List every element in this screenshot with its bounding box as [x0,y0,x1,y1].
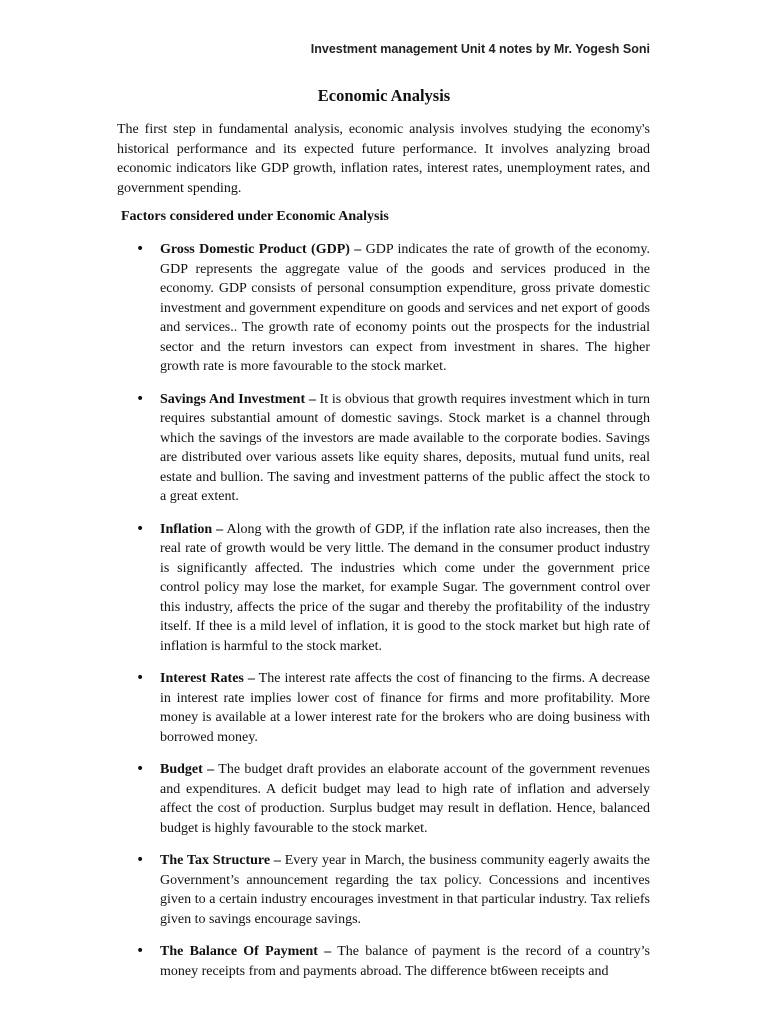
factor-text: The budget draft provides an elaborate account of the government revenues and expenditures. A deficit budget may lead to high rate of inflation and adversely affect the cost of production. Surplus budget may result in deflation. Hence, balanced budget is highly favourable to the stock market. [160,762,650,836]
factor-text: The interest rate affects the cost of financing to the firms. A decrease in interest rate implies lower cost of finance for firms and more profitability. More money is available at a lower interest rate for the brokers who are doing business with borrowed money. [160,671,650,745]
page-title: Economic Analysis [317,86,451,105]
factor-text: It is obvious that growth requires investment which in turn requires substantial amount of domestic savings. Stock market is a channel through which the savings of the investors are made available to the corporate bodies. Savings are distributed over various assets like equity shares, deposits, mutual fund units, real estate and bullion. The saving and investment patterns of the public affect the stock to a great extent. [160,391,651,504]
factor-item-savings [0,390,768,507]
factor-text: The balance of payment is the record of a country’s money receipts from and payments abroad. The difference bt6ween receipts and [160,944,650,979]
bullet-icon: • [136,852,145,868]
factor-term: Inflation – [160,521,224,537]
factor-term: The Tax Structure – [160,853,281,868]
bullet-icon: • [136,670,145,686]
intro-paragraph: The first step in fundamental analysis, economic analysis involves studying the economy's historical performance and its expected future performance. It involves analyzing broad economic indicators like GDP growth, inflation rates, interest rates, unemployment rates, and government spending. [117,122,650,196]
factor-body [160,240,650,377]
factor-term: Savings And Investment – [160,391,316,407]
bullet-icon: • [136,520,145,537]
factor-body [160,390,650,507]
factor-body [160,760,650,838]
bullet-icon: • [136,241,145,257]
factor-item-inflation [0,520,768,657]
factor-body [160,520,650,657]
factors-heading: Factors considered under Economic Analysis [121,209,389,224]
factor-item-gdp [0,240,768,377]
factors-list [0,240,768,994]
bullet-icon: • [136,761,145,777]
factor-text: GDP indicates the rate of growth of the economy. GDP represents the aggregate value of the goods and services produced in the economy. GDP consists of personal consumption expenditure, gross private domestic investment and government expenditure on goods and services and net export of goods and services.. The growth rate of economy points out the prospects for the industrial sector and the return investors can expect from investment in shares. The higher growth rate is more favourable to the stock market. [160,242,650,374]
factor-text: Along with the growth of GDP, if the inflation rate also increases, then the real rate of growth would be very little. The demand in the consumer product industry is significantly affected. The industries which come under the government price control policy may lose the market, for example Sugar. The government control over this industry, affects the price of the sugar and thereby the profitability of the industry itself. If thee is a mild level of inflation, it is good to the stock market but high rate of inflation is harmful to the stock market. [160,521,651,654]
factor-item-balance-of-payment [0,942,768,981]
factor-term: Interest Rates – [160,671,255,686]
running-header: Investment management Unit 4 notes by Mr. Yogesh Soni [310,42,650,56]
factor-term: Budget – [160,762,215,777]
factor-term: The Balance Of Payment – [160,944,332,959]
bullet-icon: • [136,390,145,407]
bullet-icon: • [136,943,145,959]
factor-body [160,942,650,981]
factor-item-interest-rates [0,669,768,747]
factor-body [160,669,650,747]
factor-item-budget [0,760,768,838]
factor-text: Every year in March, the business community eagerly awaits the Government’s announcement regarding the tax policy. Concessions and incentives given to a certain industry encourages investment in that particular industry. Tax reliefs given to savings encourage savings. [160,853,650,927]
factor-body [160,851,650,929]
factor-term: Gross Domestic Product (GDP) – [160,242,362,257]
factor-item-tax-structure [0,851,768,929]
